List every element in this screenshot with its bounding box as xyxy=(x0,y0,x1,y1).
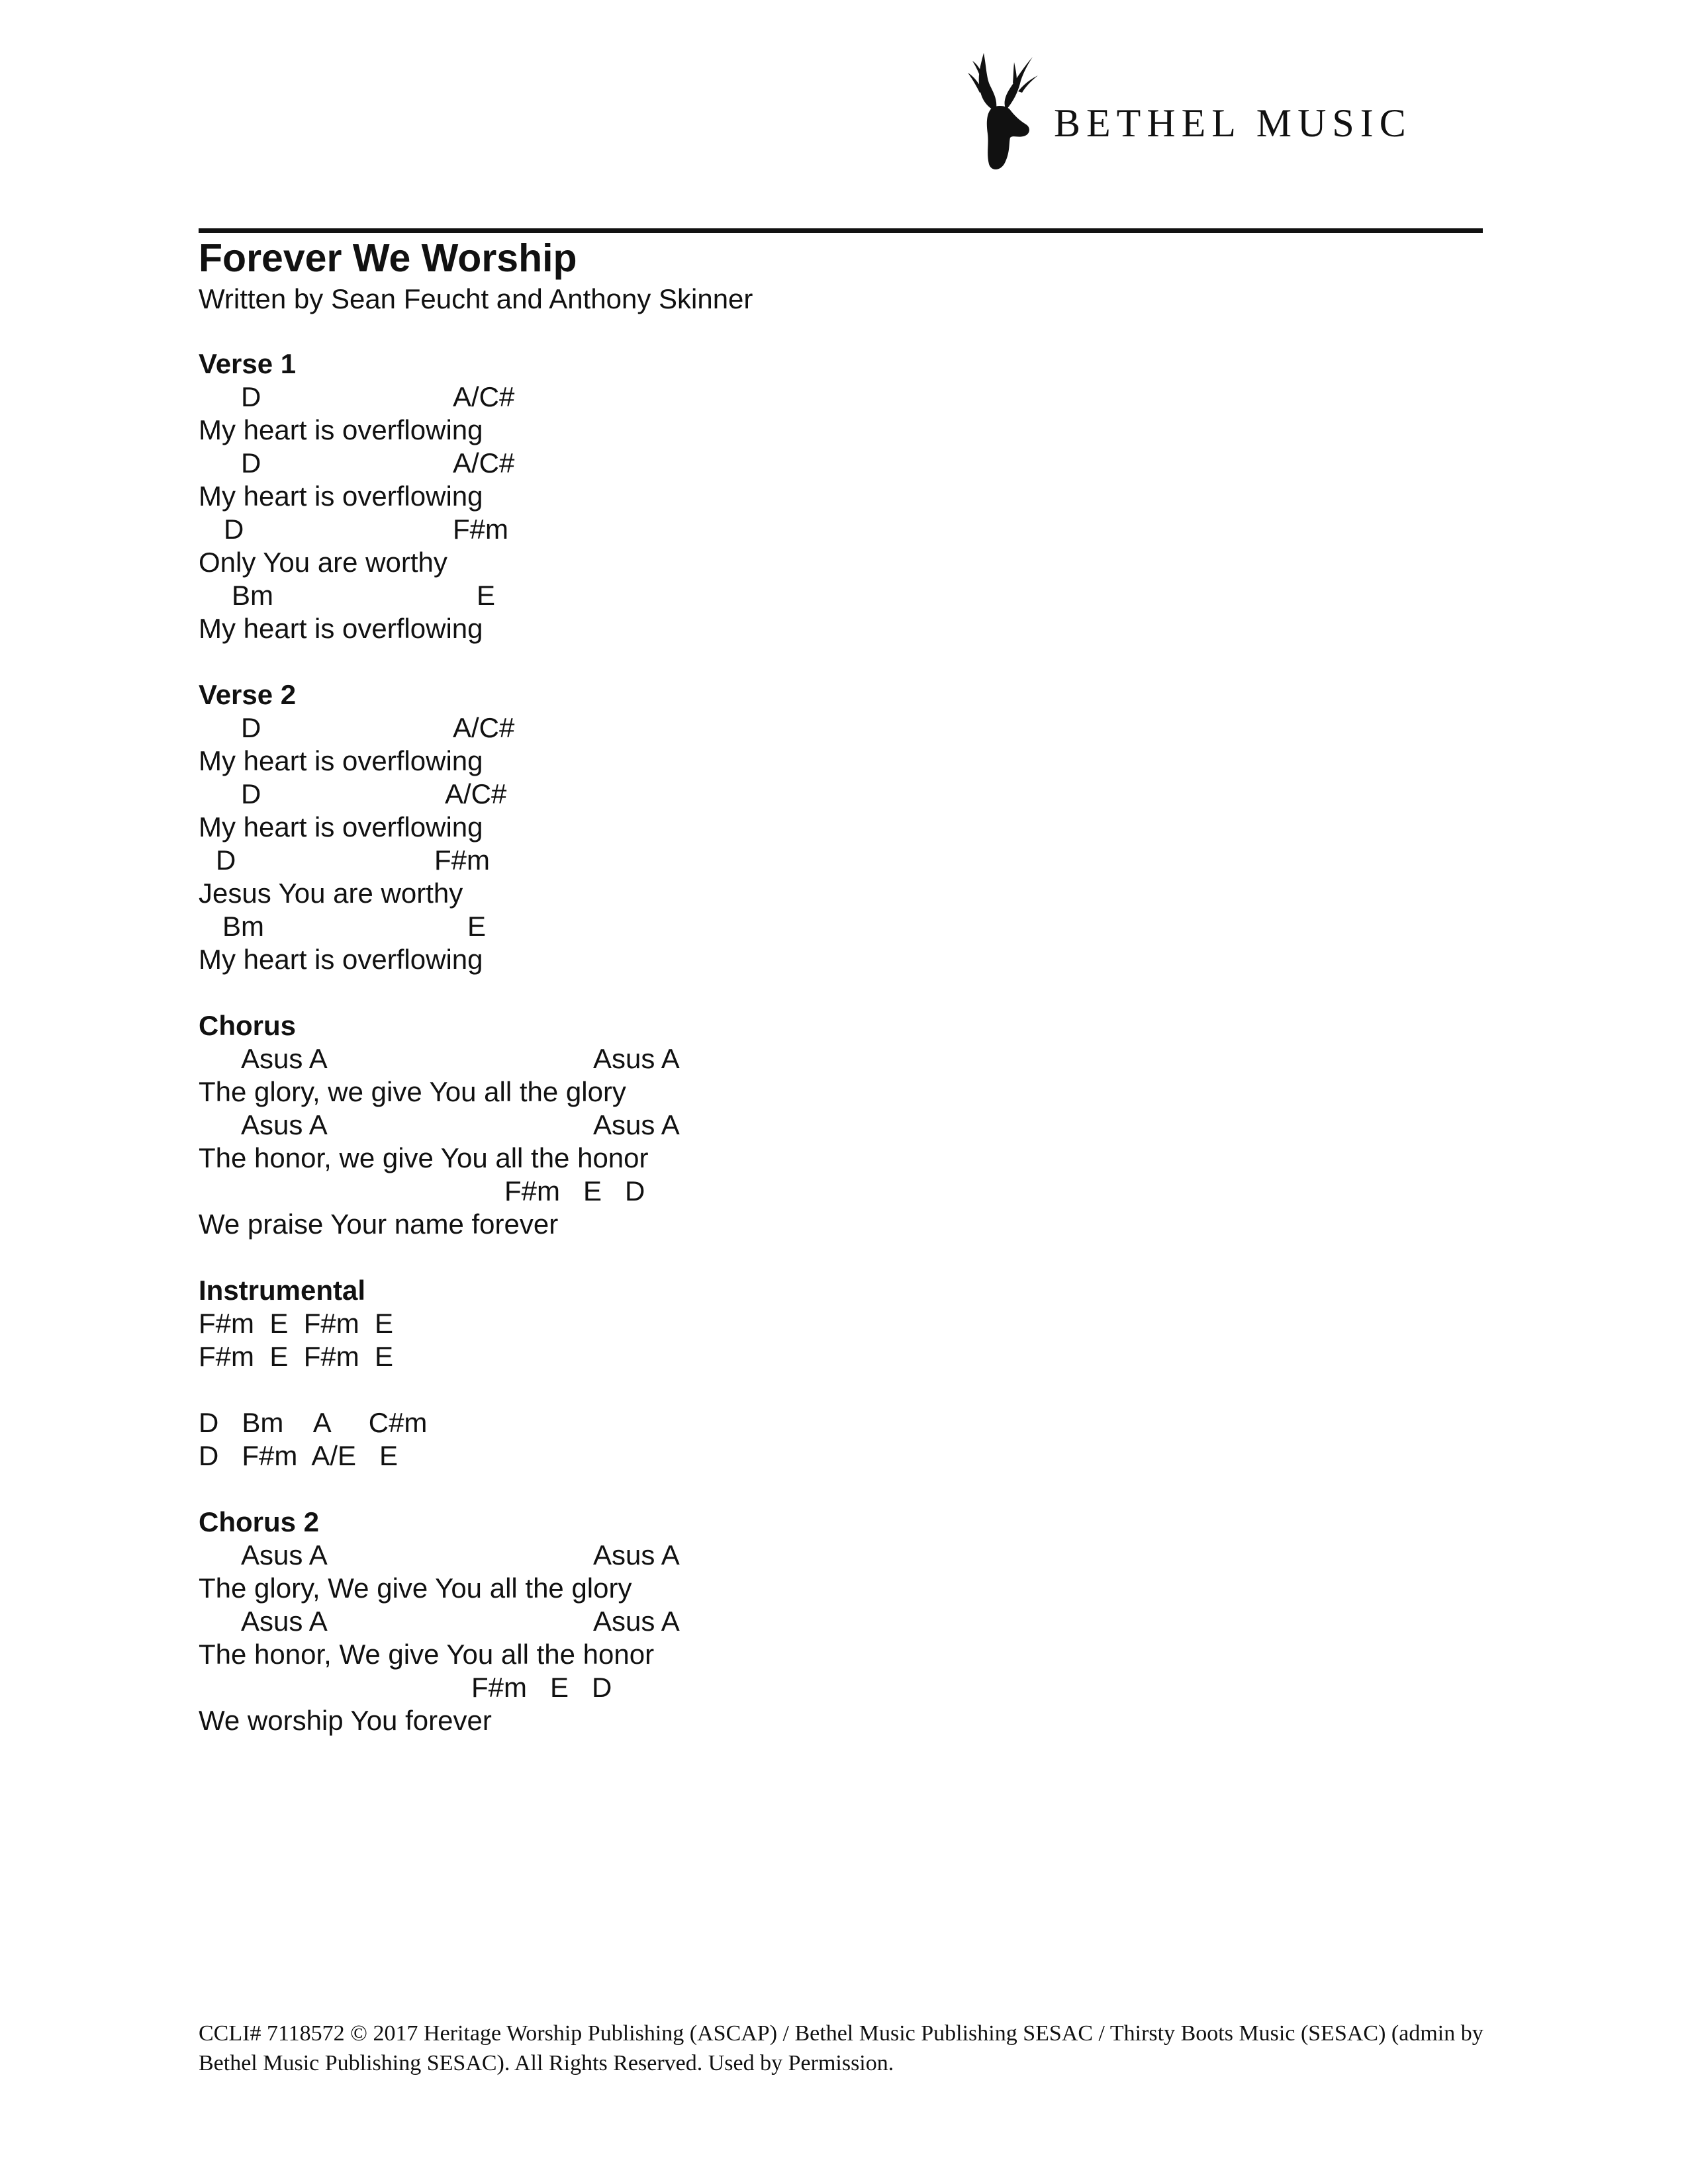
chord-row: D Bm A C#m xyxy=(199,1407,428,1438)
chord: Asus A xyxy=(241,1043,328,1074)
bethel-music-logo xyxy=(951,46,1480,179)
lyric-line: The glory, we give You all the glory xyxy=(199,1076,626,1107)
chord: D xyxy=(224,514,244,545)
chord-line xyxy=(199,711,654,745)
chord-line xyxy=(199,778,654,811)
chord-row: F#m E F#m E xyxy=(199,1341,394,1372)
chord: F#m E D xyxy=(471,1672,612,1703)
chord: A/C# xyxy=(453,712,515,743)
chord-line xyxy=(199,1671,654,1704)
chord-sheet xyxy=(199,347,680,1737)
chord-line xyxy=(199,1605,680,1638)
lyric-line: My heart is overflowing xyxy=(199,811,483,842)
chord-line xyxy=(199,447,654,480)
chord: F#m E D xyxy=(504,1175,645,1206)
header-rule xyxy=(199,228,1483,233)
chord-row: D F#m A/E E xyxy=(199,1440,399,1471)
lyric-line: Only You are worthy xyxy=(199,547,447,578)
chord: Asus A xyxy=(593,1606,680,1637)
song-title: Forever We Worship xyxy=(199,236,577,280)
chord: D xyxy=(241,778,261,809)
song-credit: Written by Sean Feucht and Anthony Skinner xyxy=(199,283,753,314)
chord: A/C# xyxy=(453,381,515,412)
deer-head-icon xyxy=(951,46,1043,179)
chord: Asus A xyxy=(241,1606,328,1637)
lyric-line: The honor, we give You all the honor xyxy=(199,1142,649,1173)
chord-row xyxy=(199,1373,654,1406)
chord: A/C# xyxy=(445,778,507,809)
lyric-line: My heart is overflowing xyxy=(199,480,483,512)
chord-line xyxy=(199,1539,680,1572)
brand-name: BETHEL MUSIC xyxy=(1054,101,1412,145)
chord: Asus A xyxy=(241,1539,328,1570)
chord-line xyxy=(199,1042,680,1075)
chord: F#m xyxy=(453,514,508,545)
lyric-line: My heart is overflowing xyxy=(199,944,483,975)
lyric-line: My heart is overflowing xyxy=(199,613,483,644)
chord: F#m xyxy=(434,844,490,876)
section-label: Chorus xyxy=(199,1010,296,1041)
chord-line xyxy=(199,579,654,612)
chord-line xyxy=(199,381,654,414)
copyright-footer: CCLI# 7118572 © 2017 Heritage Worship Publishing (ASCAP) / Bethel Music Publishing SESAC / Thirsty Boots Music (SESAC) (admin by Bethel Music Publishing SESAC). All Rights Reserved. Used by Permission. xyxy=(199,2021,1483,2075)
section-label: Instrumental xyxy=(199,1275,366,1306)
lyric-line: The glory, We give You all the glory xyxy=(199,1572,632,1604)
chord: D xyxy=(216,844,236,876)
chord: Asus A xyxy=(593,1043,680,1074)
chord: D xyxy=(241,381,261,412)
lyric-line: My heart is overflowing xyxy=(199,414,483,445)
section-label: Chorus 2 xyxy=(199,1506,320,1537)
chord: D xyxy=(241,447,261,478)
chord: Asus A xyxy=(241,1109,328,1140)
chord-line xyxy=(199,910,654,943)
chord-line xyxy=(199,844,654,877)
section-label: Verse 1 xyxy=(199,348,297,379)
chord: E xyxy=(467,911,487,942)
chord: D xyxy=(241,712,261,743)
chord: Bm xyxy=(222,911,264,942)
chord: Bm xyxy=(232,580,273,611)
section-label: Verse 2 xyxy=(199,679,297,710)
lyric-line: We praise Your name forever xyxy=(199,1208,559,1240)
chord-line xyxy=(199,513,654,546)
lyric-line: My heart is overflowing xyxy=(199,745,483,776)
chord: Asus A xyxy=(593,1539,680,1570)
chord: Asus A xyxy=(593,1109,680,1140)
chord: E xyxy=(477,580,496,611)
chord-line xyxy=(199,1175,654,1208)
chord: A/C# xyxy=(453,447,515,478)
lyric-line: We worship You forever xyxy=(199,1705,492,1736)
chord-row: F#m E F#m E xyxy=(199,1308,394,1339)
lyric-line: The honor, We give You all the honor xyxy=(199,1639,655,1670)
chord-line xyxy=(199,1109,680,1142)
lyric-line: Jesus You are worthy xyxy=(199,878,463,909)
